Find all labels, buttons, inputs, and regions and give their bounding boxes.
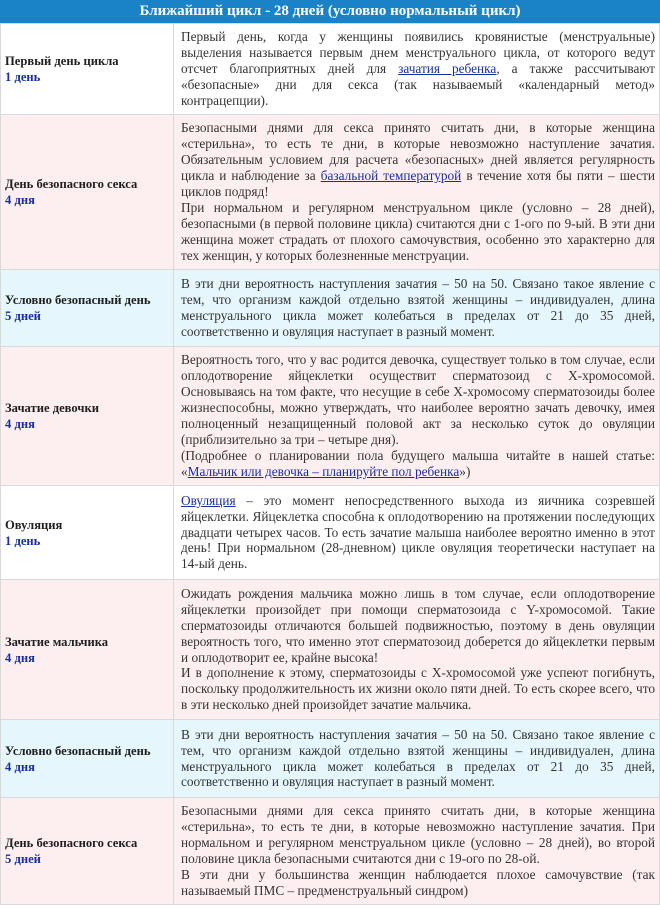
description-text: Ожидать рождения мальчика можно лишь в том случае, если оплодотворение яйцеклетки произойдет при помощи сперматозоида с Y-хромосомой. Такие сперматозоиды отличаются большей подвижностью, поэтому в день овуляции вероятность того, что именно этот сперматозоид доберется до яйцеклетки первым и оплодотворит ее, крайне высока! [181, 585, 655, 665]
row-label-cell [1, 115, 174, 270]
description-text: ») [459, 463, 471, 479]
row-label: Зачатие мальчика [5, 634, 109, 649]
description-text: – это момент непосредственного выхода из яичника созревшей яйцеклетки. Яйцеклетка способна к оплодотворению на протяжении последующих двадцати четырех часов. То есть зачатие малыша наиболее вероятно именно в этот день! При нормальном (28-дневном) цикле овуляция теоретически наступает на 14-ый день. [181, 492, 655, 572]
row-label-cell [1, 270, 174, 347]
table-row [1, 24, 660, 115]
row-duration: 1 день [5, 70, 41, 84]
row-label-cell [1, 24, 174, 115]
row-description [174, 580, 660, 720]
table-row [1, 270, 660, 347]
description-text: В эти дни вероятность наступления зачатия – 50 на 50. Связано такое явление с тем, что организм каждой отдельно взятой женщины – индивидуален, длина менструального цикла может колебаться в пределах от 21 до 35 дней, соответственно и овуляция наступает в разный момент. [181, 726, 655, 790]
row-label-cell [1, 720, 174, 798]
description-text: Безопасными днями для секса принято считать дни, в которые женщина «стерильна», то есть те дни, в которые невозможно наступление зачатия. При нормальном и регулярном менструальном цикле (условно – 28 дней), во второй половине цикла безопасными считаются дни с 19-ого по 28-ой. [181, 803, 655, 866]
row-label: Условно безопасный день [5, 743, 151, 758]
gender-planning-link[interactable]: Мальчик или девочка – планируйте пол ребенка [187, 463, 460, 479]
row-label: Первый день цикла [5, 54, 119, 68]
table-row [1, 115, 660, 270]
row-label: Зачатие девочки [5, 401, 99, 415]
row-label: День безопасного секса [5, 177, 138, 191]
row-label: Условно безопасный день [5, 293, 151, 307]
row-description [174, 347, 660, 486]
row-label-cell [1, 347, 174, 486]
table-row [1, 486, 660, 580]
conception-link[interactable]: зачатия ребенка [398, 61, 497, 77]
description-text: При нормальном и регулярном менструальном цикле (условно – 28 дней), безопасными (в первой половине цикла) считаются дни с 1-ого по 9-ый. В эти дни женщина может страдать от плохого самочувствия, особенно это характерно для тех женщин, у которых болезненные менструации. [181, 199, 655, 263]
description-text: , а также рассчитывают «безопасные» дни для секса (так называемый «календарный метод» контрацепции). [181, 61, 655, 108]
description-text: В эти дни у большинства женщин наблюдается плохое самочувствие (так называемый ПМС – предменструальный синдром) [181, 866, 655, 898]
description-text: И в дополнение к этому, сперматозоиды с X-хромосомой уже успеют погибнуть, поскольку продолжительность их жизни около пяти дней. То есть скорее всего, что в эти несколько дней произойдет зачатие мальчика. [181, 665, 655, 713]
row-duration: 4 дня [5, 759, 35, 774]
row-label-cell [1, 486, 174, 580]
row-description [174, 270, 660, 347]
page-title: Ближайший цикл - 28 дней (условно нормальный цикл) [0, 0, 660, 23]
table-row [1, 798, 660, 905]
description-text: Вероятность того, что у вас родится девочка, существует только в том случае, если оплодотворение яйцеклетки осуществит сперматозоид с X-хромосомой. Основываясь на том факте, что несущие в себе X-хромосому сперматозоиды более жизнеспособны, можно утверждать, что наиболее вероятно зачать девочку, имея полноценный незащищенный половой акт за несколько суток до овуляции (приблизительно за три – четыре дня). [181, 352, 655, 447]
description-text: Безопасными днями для секса принято считать дни, в которые женщина «стерильна», то есть те дни, в которые невозможно наступление зачатия. Обязательным условием для расчета «безопасных» дней является регулярность цикла и наблюдение за [181, 120, 655, 184]
row-description [174, 24, 660, 115]
row-description [174, 115, 660, 270]
row-duration: 5 дней [5, 852, 41, 866]
row-description [174, 486, 660, 580]
table-row [1, 720, 660, 798]
row-label: День безопасного секса [5, 836, 138, 850]
table-row [1, 347, 660, 486]
description-text: в течение хотя бы пяти – шести циклов подряд! [181, 168, 655, 200]
row-duration: 4 дня [5, 650, 35, 665]
row-duration: 5 дней [5, 309, 41, 323]
row-description [174, 798, 660, 905]
description-text: В эти дни вероятность наступления зачатия – 50 на 50. Связано такое явление с тем, что организм каждой отдельно взятой женщины – индивидуален, длина менструального цикла может колебаться в пределах от 21 до 35 дней, соответственно и овуляция наступает в разный момент. [181, 276, 655, 339]
table-row [1, 580, 660, 720]
cycle-table [0, 23, 660, 905]
row-label: Овуляция [5, 517, 63, 532]
row-duration: 1 день [5, 533, 41, 548]
description-text: (Подробнее о планировании пола будущего малыша читайте в нашей статье: « [181, 447, 655, 479]
row-label-cell [1, 798, 174, 905]
description-text: Первый день, когда у женщины появились кровянистые (менструальные) выделения называется первым днем менструального цикла, от которого ведут отсчет благоприятных дней для [181, 29, 655, 77]
row-description [174, 720, 660, 798]
ovulation-link[interactable]: Овуляция [181, 492, 236, 508]
basal-temperature-link[interactable]: базальной температурой [320, 168, 462, 184]
row-duration: 4 дня [5, 193, 35, 207]
row-label-cell [1, 580, 174, 720]
row-duration: 4 дня [5, 417, 35, 431]
